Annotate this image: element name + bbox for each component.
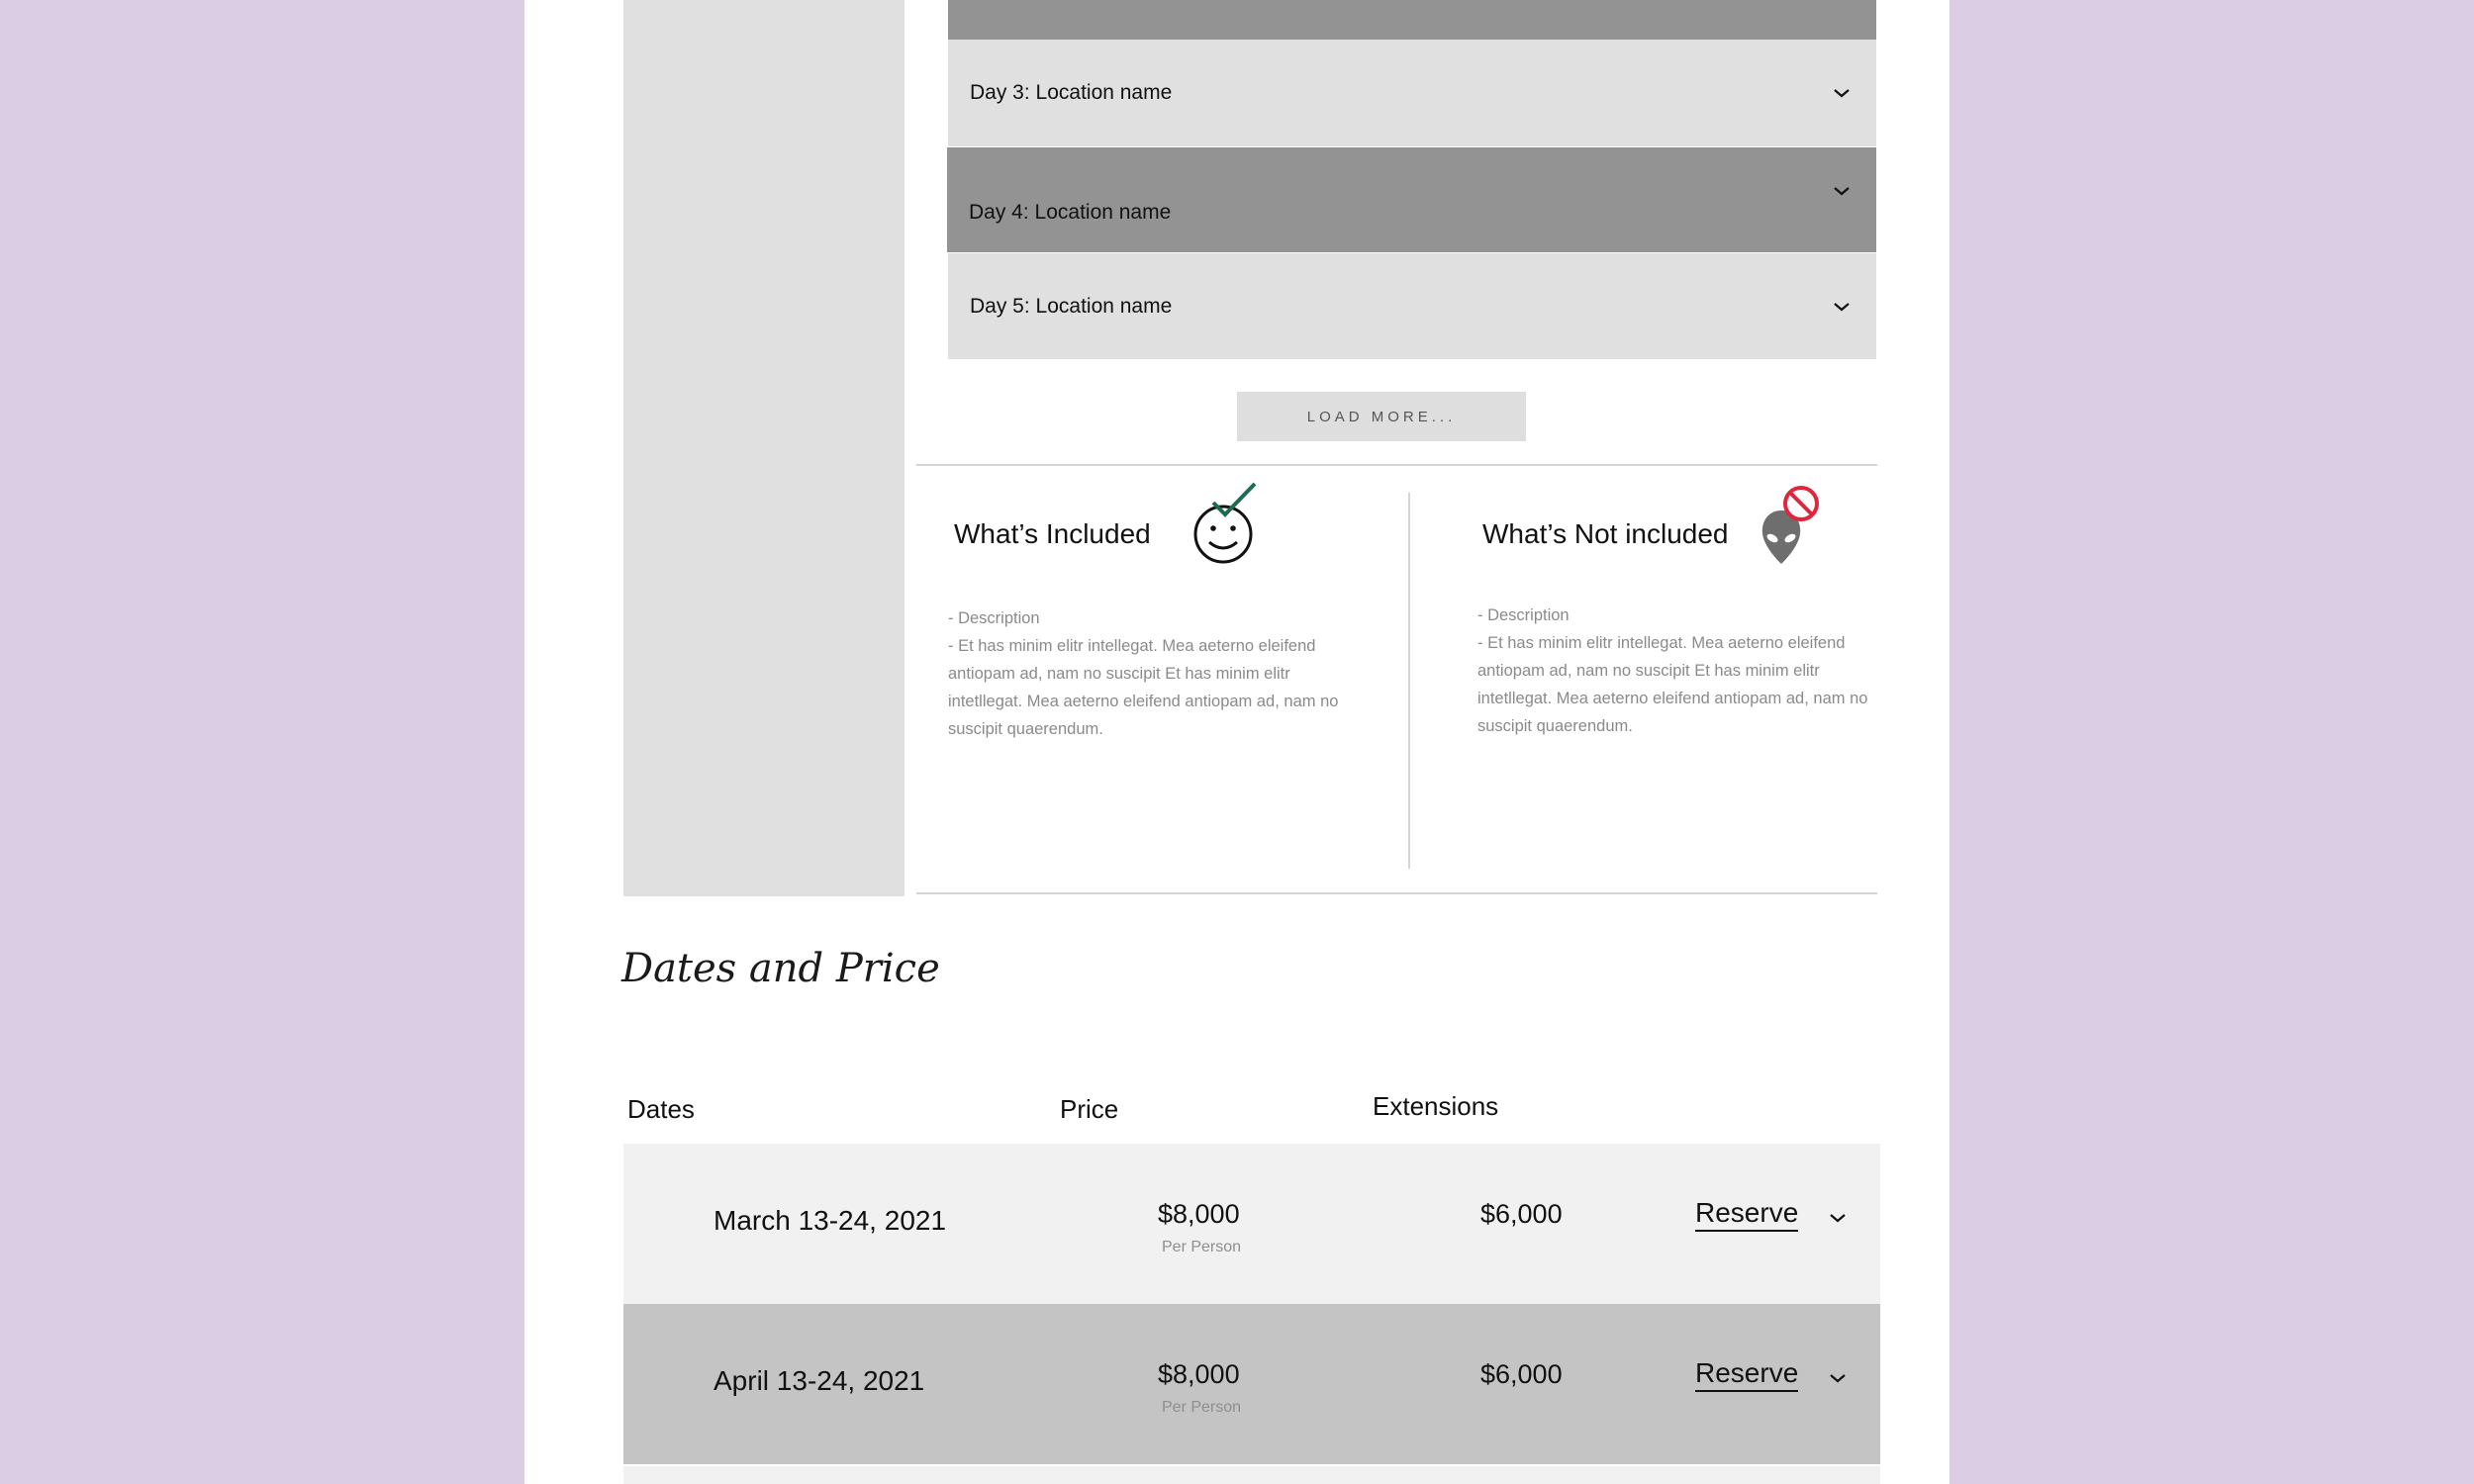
accordion-item-label: Day 4: Location name — [969, 201, 1172, 224]
accordion-item-day-5[interactable] — [948, 253, 1876, 359]
page-canvas — [524, 0, 1950, 1484]
accordion-item-label: Day 3: Location name — [970, 81, 1173, 104]
row-price: $8,000 — [1158, 1359, 1240, 1389]
chevron-down-icon[interactable] — [1829, 1211, 1847, 1229]
smiley-check-icon — [1189, 481, 1265, 571]
column-header-price: Price — [1060, 1094, 1119, 1124]
not-included-title: What’s Not included — [1482, 518, 1729, 549]
row-extension-price: $6,000 — [1480, 1359, 1563, 1389]
reserve-link[interactable]: Reserve — [1695, 1357, 1798, 1392]
row-extension-price: $6,000 — [1480, 1199, 1563, 1229]
column-header-extensions: Extensions — [1373, 1091, 1499, 1121]
reserve-link[interactable]: Reserve — [1695, 1197, 1798, 1232]
divider — [916, 464, 1877, 466]
divider — [916, 892, 1877, 894]
column-header-dates: Dates — [627, 1094, 695, 1124]
row-date: April 13-24, 2021 — [714, 1365, 925, 1396]
accordion-item-day-4[interactable] — [947, 147, 1876, 252]
sidebar-panel — [623, 0, 904, 896]
row-price-unit: Per Person — [1162, 1399, 1242, 1416]
table-row-partial — [623, 1466, 1880, 1484]
chevron-down-icon[interactable] — [1829, 1371, 1847, 1389]
chevron-down-icon[interactable] — [1833, 185, 1851, 197]
table-row — [623, 1144, 1880, 1304]
row-price: $8,000 — [1158, 1199, 1240, 1229]
accordion-item-collapsed-top[interactable] — [948, 0, 1876, 40]
chevron-down-icon[interactable] — [1833, 87, 1851, 99]
accordion-item-label: Day 5: Location name — [970, 294, 1173, 318]
column-divider — [1408, 493, 1410, 869]
included-title: What’s Included — [954, 518, 1151, 549]
table-row — [623, 1304, 1880, 1464]
section-title: Dates and Price — [621, 946, 940, 991]
alien-prohibited-icon — [1758, 483, 1837, 571]
row-date: March 13-24, 2021 — [714, 1205, 947, 1236]
included-description: - Description - Et has minim elitr intellegat. Mea aeterno eleifend antiopam ad, nam no suscipit Et has minim elitr intetllegat. Mea aeterno eleifend antiopam ad, nam no suscipit quaerendum. — [948, 609, 1339, 738]
load-more-button[interactable]: LOAD MORE... — [1237, 392, 1526, 441]
chevron-down-icon[interactable] — [1833, 301, 1851, 313]
accordion-item-day-3[interactable] — [948, 40, 1876, 146]
not-included-description: - Description - Et has minim elitr intellegat. Mea aeterno eleifend antiopam ad, nam no suscipit Et has minim elitr intetllegat. Mea aeterno eleifend antiopam ad, nam no suscipit quaerendum. — [1477, 606, 1868, 735]
row-price-unit: Per Person — [1162, 1239, 1242, 1255]
